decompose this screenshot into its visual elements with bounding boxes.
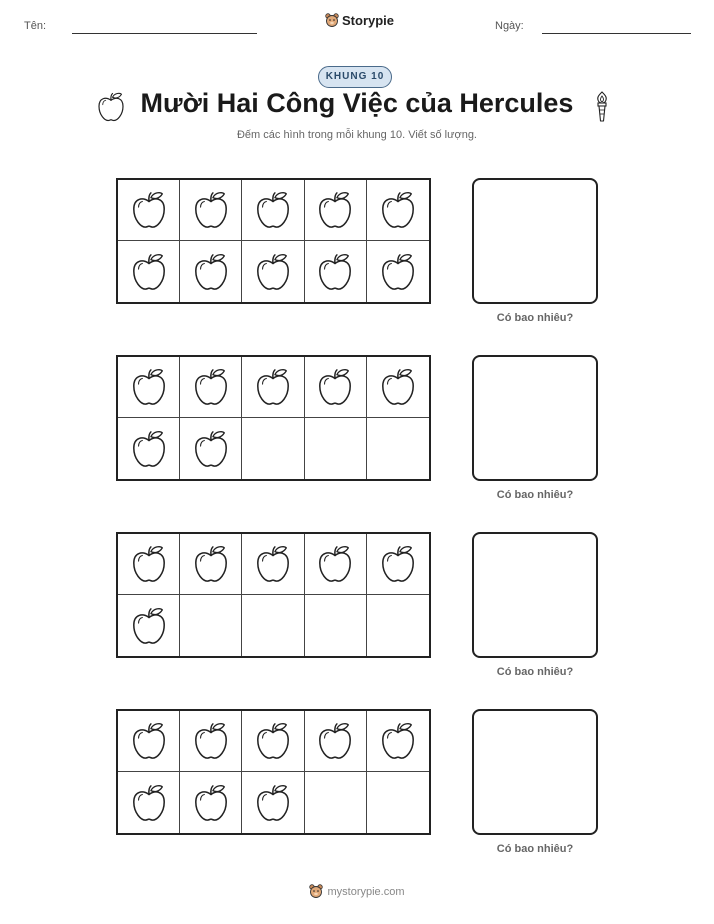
ten-frame-cell: [305, 711, 367, 772]
how-many-label: Có bao nhiêu?: [496, 843, 574, 855]
date-line[interactable]: [542, 33, 691, 34]
apple-icon: [379, 544, 417, 584]
ten-frame-cell: [305, 357, 367, 418]
ten-frame-cell: [305, 418, 367, 479]
apple-icon: [130, 544, 168, 584]
apple-icon: [316, 367, 354, 407]
ten-frame-cell: [367, 241, 429, 302]
apple-icon: [379, 367, 417, 407]
ten-frame-cell: [367, 711, 429, 772]
ten-frame-cell: [180, 241, 242, 302]
apple-icon: [316, 544, 354, 584]
apple-icon: [192, 783, 230, 823]
storypie-logo: [325, 13, 394, 28]
apple-icon: [192, 367, 230, 407]
frame-type-badge: KHUNG 10: [318, 66, 392, 88]
ten-frame-cell: [305, 534, 367, 595]
ten-frame-cell: [180, 534, 242, 595]
ten-frame-cell: [242, 180, 304, 241]
apple-icon: [254, 721, 292, 761]
apple-icon: [379, 190, 417, 230]
apple-icon: [254, 252, 292, 292]
ten-frame-cell: [118, 180, 180, 241]
ten-frame-cell: [367, 595, 429, 656]
apple-icon: [130, 606, 168, 646]
ten-frame-cell: [118, 418, 180, 479]
ten-frame-cell: [180, 595, 242, 656]
ten-frame: [116, 355, 431, 481]
footer-url: mystorypie.com: [327, 885, 405, 898]
ten-frame-cell: [118, 595, 180, 656]
torch-icon: [594, 91, 610, 123]
apple-icon: [192, 190, 230, 230]
ten-frame-cell: [305, 772, 367, 833]
ten-frame-cell: [242, 711, 304, 772]
ten-frame-cell: [305, 180, 367, 241]
bear-icon: [325, 13, 339, 28]
apple-icon: [316, 252, 354, 292]
ten-frame-cell: [118, 711, 180, 772]
apple-icon: [192, 544, 230, 584]
ten-frame-cell: [118, 357, 180, 418]
apple-icon: [130, 252, 168, 292]
apple-icon: [254, 783, 292, 823]
logo-text: Storypie: [342, 13, 395, 28]
answer-box[interactable]: [472, 709, 598, 835]
apple-icon: [254, 367, 292, 407]
how-many-label: Có bao nhiêu?: [496, 312, 574, 324]
ten-frame-cell: [367, 418, 429, 479]
ten-frame-cell: [118, 772, 180, 833]
ten-frame-cell: [305, 595, 367, 656]
ten-frame-cell: [180, 357, 242, 418]
apple-icon: [130, 367, 168, 407]
name-line[interactable]: [72, 33, 257, 34]
apple-icon: [192, 721, 230, 761]
apple-icon: [379, 252, 417, 292]
ten-frame-cell: [180, 418, 242, 479]
ten-frame-cell: [367, 180, 429, 241]
apple-icon: [130, 783, 168, 823]
ten-frame-cell: [367, 772, 429, 833]
answer-box[interactable]: [472, 178, 598, 304]
footer: [0, 884, 714, 899]
bear-icon: [309, 884, 323, 899]
ten-frame-cell: [180, 180, 242, 241]
ten-frame: [116, 532, 431, 658]
name-label: Tên:: [24, 20, 47, 32]
ten-frame: [116, 709, 431, 835]
ten-frame: [116, 178, 431, 304]
apple-icon: [379, 721, 417, 761]
ten-frame-cell: [242, 595, 304, 656]
ten-frame-cell: [180, 711, 242, 772]
apple-icon: [192, 252, 230, 292]
date-label: Ngày:: [495, 20, 524, 32]
how-many-label: Có bao nhiêu?: [496, 666, 574, 678]
apple-icon: [316, 721, 354, 761]
answer-box[interactable]: [472, 355, 598, 481]
apple-icon: [130, 429, 168, 469]
ten-frame-cell: [367, 357, 429, 418]
ten-frame-cell: [242, 418, 304, 479]
how-many-label: Có bao nhiêu?: [496, 489, 574, 501]
apple-icon: [254, 190, 292, 230]
ten-frame-cell: [118, 534, 180, 595]
ten-frame-cell: [180, 772, 242, 833]
apple-icon: [316, 190, 354, 230]
ten-frame-cell: [367, 534, 429, 595]
apple-icon: [192, 429, 230, 469]
apple-icon: [130, 721, 168, 761]
ten-frame-cell: [118, 241, 180, 302]
answer-box[interactable]: [472, 532, 598, 658]
ten-frame-cell: [242, 241, 304, 302]
instructions: Đếm các hình trong mỗi khung 10. Viết số lượng.: [236, 129, 477, 141]
ten-frame-cell: [242, 534, 304, 595]
ten-frame-cell: [305, 241, 367, 302]
ten-frame-cell: [242, 357, 304, 418]
apple-icon: [254, 544, 292, 584]
page-title: Mười Hai Công Việc của Hercules: [140, 88, 574, 118]
apple-icon: [130, 190, 168, 230]
ten-frame-cell: [242, 772, 304, 833]
